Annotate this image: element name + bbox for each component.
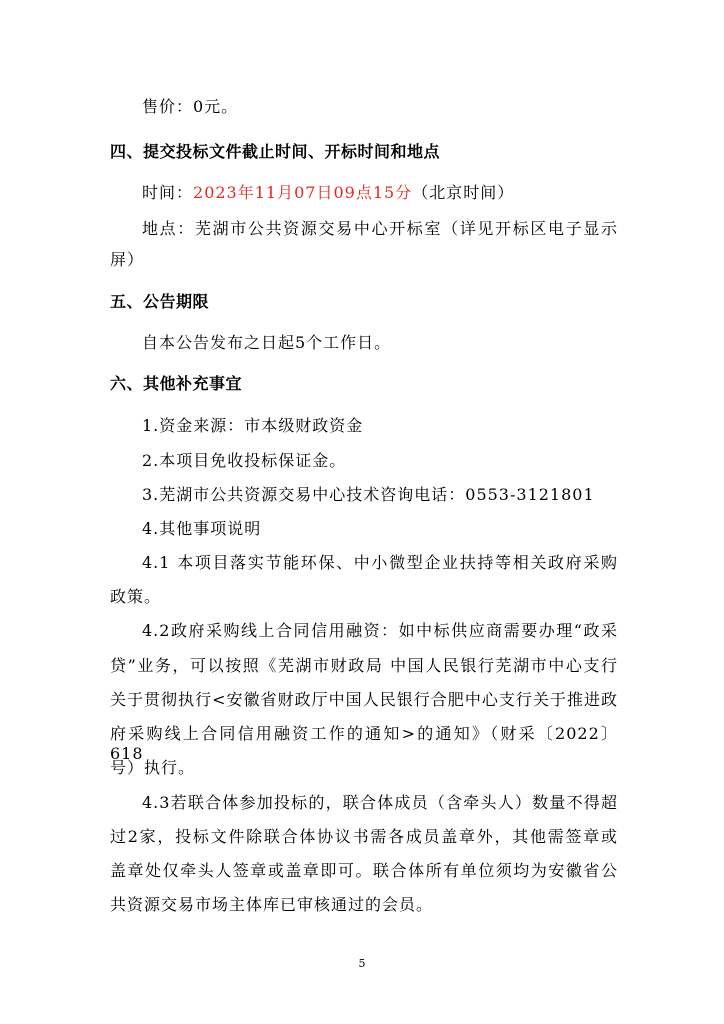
page-number: 5 [358,957,366,970]
item-4-3-line-3: 盖章处仅牵头人签章或盖章即可。联合体所有单位须均为安徽省公 [110,861,618,880]
section-6-heading: 六、其他补充事宜 [110,374,243,393]
item-1: 1.资金来源：市本级财政资金 [142,416,364,435]
item-4-3-line-1: 4.3若联合体参加投标的，联合体成员（含牵头人）数量不得超 [142,793,618,812]
item-4: 4.其他事项说明 [142,519,262,538]
item-4-3-line-2: 过2家，投标文件除联合体协议书需各成员盖章外，其他需签章或 [110,827,618,846]
item-4-2-line-2: 贷”业务，可以按照《芜湖市财政局 中国人民银行芜湖市中心支行 [110,656,618,675]
notice-period-text: 自本公告发布之日起5个工作日。 [142,333,392,352]
bid-time-suffix: （北京时间） [412,183,515,202]
section-4-heading: 四、提交投标文件截止时间、开标时间和地点 [110,142,441,161]
bid-place-line-2: 屏） [110,250,145,269]
bid-place-line-1: 地点：芜湖市公共资源交易中心开标室（详见开标区电子显示 [142,219,618,238]
price-line: 售价：0元。 [142,97,239,116]
item-2: 2.本项目免收投标保证金。 [142,451,347,470]
item-4-2-line-1: 4.2政府采购线上合同信用融资：如中标供应商需要办理“政采 [142,621,618,640]
item-4-1-line-2: 政策。 [110,587,162,606]
item-3: 3.芜湖市公共资源交易中心技术咨询电话：0553-3121801 [142,485,595,504]
bid-time-value: 2023年11月07日09点15分 [193,183,413,202]
item-4-2-line-5: 号）执行。 [110,758,196,777]
bid-time-line [142,183,618,203]
section-5-heading: 五、公告期限 [110,292,210,311]
item-4-2-line-3: 关于贯彻执行<安徽省财政厅中国人民银行合肥中心支行关于推进政 [110,690,618,709]
item-4-2-line-4: 府采购线上合同信用融资工作的通知>的通知》（财采〔2022〕618 [110,724,618,763]
bid-time-label: 时间： [142,183,194,202]
item-4-1-line-1: 4.1 本项目落实节能环保、中小微型企业扶持等相关政府采购 [142,553,618,572]
item-4-3-line-4: 共资源交易市场主体库已审核通过的会员。 [110,895,434,914]
